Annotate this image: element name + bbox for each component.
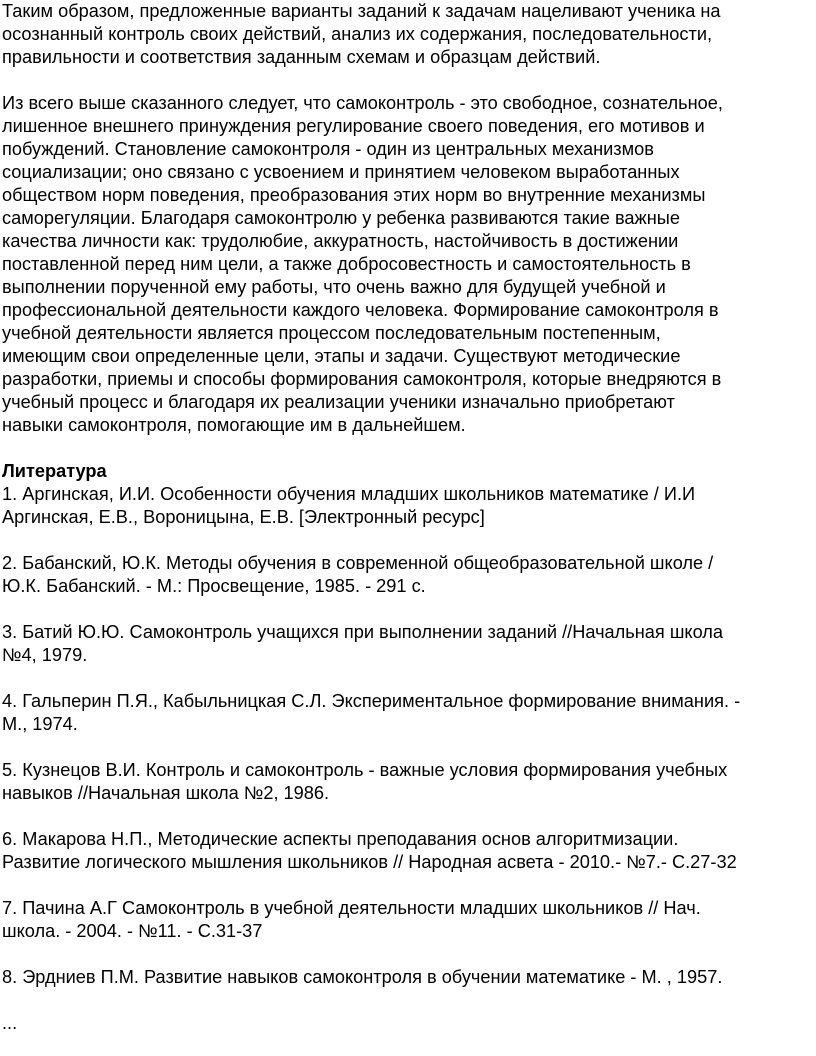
literature-heading: Литература	[2, 461, 107, 481]
text-line: поставленной перед ним цели, а также добросовестность и самостоятельность в	[2, 254, 691, 274]
reference-line: Ю.К. Бабанский. - М.: Просвещение, 1985. - 291 с.	[2, 576, 426, 596]
reference-item	[2, 759, 816, 805]
reference-line: 4. Гальперин П.Я., Кабыльницкая С.Л. Экспериментальное формирование внимания. -	[2, 691, 741, 711]
reference-line: 5. Кузнецов В.И. Контроль и самоконтроль - важные условия формирования учебных	[2, 760, 728, 780]
reference-list	[2, 483, 816, 1012]
text-line: навыки самоконтроля, помогающие им в дальнейшем.	[2, 415, 466, 435]
reference-spacer	[2, 736, 816, 759]
reference-item	[2, 897, 816, 943]
text-line: осознанный контроль своих действий, анализ их содержания, последовательности,	[2, 24, 713, 44]
reference-spacer	[2, 874, 816, 897]
text-line: побуждений. Становление самоконтроля - один из центральных механизмов	[2, 139, 654, 159]
text-line: выполнении порученной ему работы, что очень важно для будущей учебной и	[2, 277, 666, 297]
text-line: профессиональной деятельности каждого человека. Формирование самоконтроля в	[2, 300, 719, 320]
trailing-ellipsis: ...	[2, 1013, 18, 1033]
reference-item	[2, 552, 816, 598]
text-line: учебный процесс и благодаря их реализации ученики изначально приобретают	[2, 392, 675, 412]
reference-item	[2, 828, 816, 874]
reference-line: 3. Батий Ю.Ю. Самоконтроль учащихся при выполнении заданий //Начальная школа	[2, 622, 724, 642]
intro-paragraph	[2, 0, 816, 69]
text-line: обществом норм поведения, преобразования этих норм во внутренние механизмы	[2, 185, 706, 205]
text-line: Из всего выше сказанного следует, что самоконтроль - это свободное, сознательное,	[2, 93, 723, 113]
reference-line: школа. - 2004. - №11. - С.31-37	[2, 921, 263, 941]
reference-line: 8. Эрдниев П.М. Развитие навыков самоконтроля в обучении математике - М. , 1957.	[2, 967, 723, 987]
reference-line: Развитие логического мышления школьников // Народная асвета - 2010.- №7.- С.27-32	[2, 852, 737, 872]
text-line: саморегуляции. Благодаря самоконтролю у ребенка развиваются такие важные	[2, 208, 680, 228]
reference-line: Аргинская, Е.В., Вороницына, Е.В. [Электронный ресурс]	[2, 507, 485, 527]
reference-spacer	[2, 943, 816, 966]
text-line: Таким образом, предложенные варианты заданий к задачам нацеливают ученика на	[2, 1, 721, 21]
reference-spacer	[2, 989, 816, 1012]
reference-line: 6. Макарова Н.П., Методические аспекты преподавания основ алгоритмизации.	[2, 829, 679, 849]
paragraph-spacer	[2, 437, 816, 460]
conclusion-paragraph	[2, 92, 816, 437]
reference-spacer	[2, 667, 816, 690]
text-line: лишенное внешнего принуждения регулирование своего поведения, его мотивов и	[2, 116, 705, 136]
reference-spacer	[2, 598, 816, 621]
text-line: разработки, приемы и способы формирования самоконтроля, которые внедряются в	[2, 369, 722, 389]
reference-line: М., 1974.	[2, 714, 78, 734]
text-line: качества личности как: трудолюбие, аккуратность, настойчивость в достижении	[2, 231, 679, 251]
paragraph-spacer	[2, 69, 816, 92]
reference-spacer	[2, 529, 816, 552]
reference-line: 1. Аргинская, И.И. Особенности обучения младших школьников математике / И.И	[2, 484, 696, 504]
reference-line: навыков //Начальная школа №2, 1986.	[2, 783, 330, 803]
text-line: социализации; оно связано с усвоением и принятием человеком выработанных	[2, 162, 680, 182]
text-line: имеющим свои определенные цели, этапы и задачи. Существуют методические	[2, 346, 681, 366]
text-line: правильности и соответствия заданным схемам и образцам действий.	[2, 47, 601, 67]
reference-item	[2, 621, 816, 667]
text-line: учебной деятельности является процессом последовательным постепенным,	[2, 323, 661, 343]
reference-item	[2, 483, 816, 529]
reference-line: 2. Бабанский, Ю.К. Методы обучения в современной общеобразовательной школе /	[2, 553, 714, 573]
reference-line: 7. Пачина А.Г Самоконтроль в учебной деятельности младших школьников // Нач.	[2, 898, 701, 918]
reference-item	[2, 966, 816, 989]
reference-spacer	[2, 805, 816, 828]
reference-item	[2, 690, 816, 736]
reference-line: №4, 1979.	[2, 645, 88, 665]
